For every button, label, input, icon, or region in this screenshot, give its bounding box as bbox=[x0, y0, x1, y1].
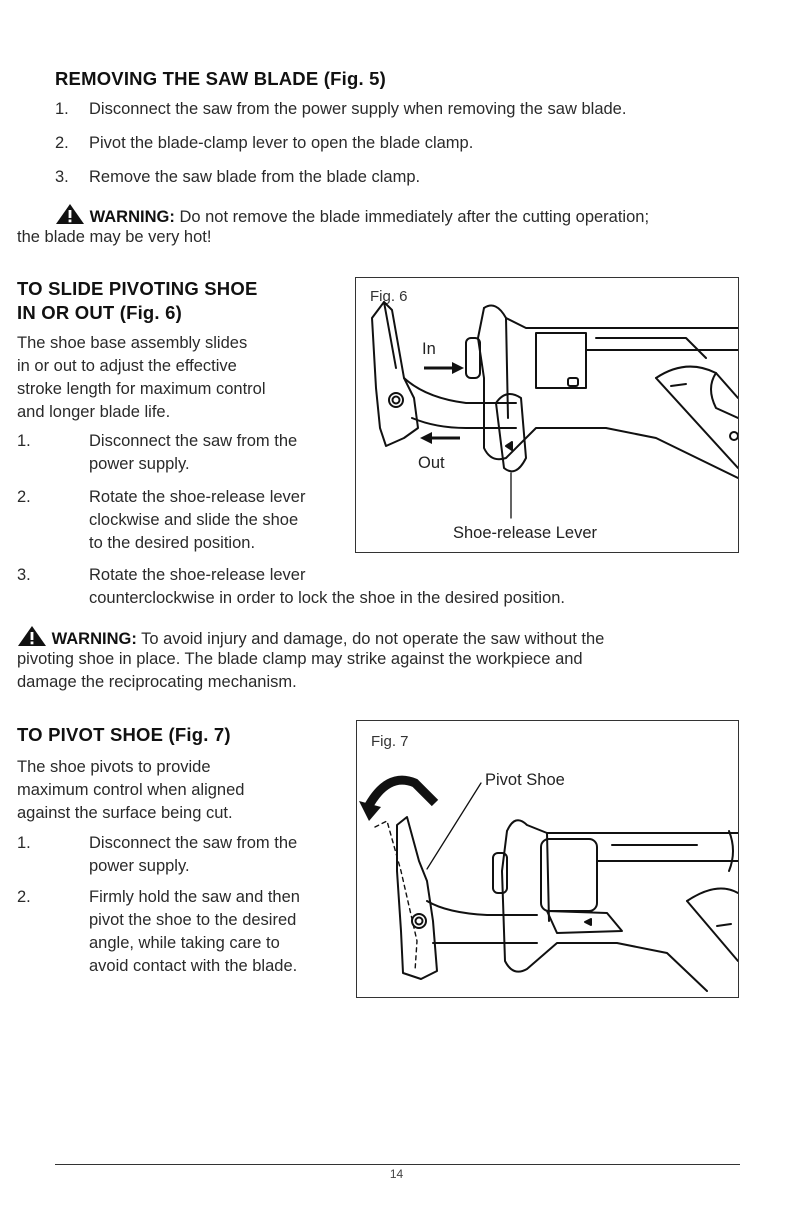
intro-paragraph bbox=[17, 332, 266, 424]
pivot-shoe-illustration bbox=[357, 721, 738, 997]
intro-line: against the surface being cut. bbox=[17, 804, 233, 822]
step-text: to the desired position. bbox=[89, 534, 256, 552]
step-text: Rotate the shoe-release lever bbox=[89, 488, 306, 506]
step-text: pivot the shoe to the desired bbox=[89, 911, 297, 929]
intro-line: The shoe pivots to provide bbox=[17, 758, 211, 776]
page-number: 14 bbox=[389, 1167, 404, 1181]
intro-line: stroke length for maximum control bbox=[17, 380, 266, 398]
list-item bbox=[17, 430, 347, 478]
pivot-shoe-label: Pivot Shoe bbox=[485, 771, 565, 789]
list-item bbox=[55, 166, 755, 189]
step-text: Remove the saw blade from the blade clamp. bbox=[89, 168, 421, 186]
step-number: 2. bbox=[17, 488, 31, 506]
figure-label: Fig. 7 bbox=[371, 733, 409, 750]
list-item bbox=[17, 886, 347, 982]
list-item bbox=[17, 832, 347, 880]
step-number: 3. bbox=[55, 168, 69, 186]
step-text: clockwise and slide the shoe bbox=[89, 511, 299, 529]
footer-rule bbox=[55, 1164, 740, 1165]
shoe-release-lever-label: Shoe-release Lever bbox=[453, 524, 598, 542]
saw-shoe-illustration bbox=[356, 278, 738, 552]
step-number: 2. bbox=[17, 888, 31, 906]
warning-text-continued: pivoting shoe in place. The blade clamp may strike against the workpiece and bbox=[17, 650, 583, 668]
list-item bbox=[55, 132, 755, 155]
warning-text-continued: the blade may be very hot! bbox=[17, 228, 212, 246]
step-number: 1. bbox=[17, 834, 31, 852]
step-text: avoid contact with the blade. bbox=[89, 957, 298, 975]
section-heading-removing-blade: REMOVING THE SAW BLADE (Fig. 5) bbox=[55, 68, 386, 89]
section-heading-pivot-shoe: TO PIVOT SHOE (Fig. 7) bbox=[17, 724, 231, 745]
warning-triangle-icon bbox=[55, 203, 85, 225]
figure-6 bbox=[355, 277, 739, 553]
in-label: In bbox=[422, 340, 436, 358]
step-text: Disconnect the saw from the power supply when removing the saw blade. bbox=[89, 100, 627, 118]
step-number: 1. bbox=[55, 100, 69, 118]
step-text: angle, while taking care to bbox=[89, 934, 280, 952]
out-label: Out bbox=[418, 454, 445, 472]
section-heading-slide-shoe-line2: IN OR OUT (Fig. 6) bbox=[17, 302, 182, 323]
step-text: Pivot the blade-clamp lever to open the blade clamp. bbox=[89, 134, 474, 152]
figure-label: Fig. 6 bbox=[370, 288, 408, 305]
intro-paragraph bbox=[17, 756, 244, 825]
list-item bbox=[55, 98, 755, 121]
step-text: power supply. bbox=[89, 857, 190, 875]
warning-label: WARNING: bbox=[89, 208, 175, 226]
intro-line: maximum control when aligned bbox=[17, 781, 245, 799]
step-number: 3. bbox=[17, 566, 31, 584]
step-number: 2. bbox=[55, 134, 69, 152]
intro-line: The shoe base assembly slides bbox=[17, 334, 248, 352]
section-heading-slide-shoe: TO SLIDE PIVOTING SHOE bbox=[17, 278, 258, 299]
step-text: Disconnect the saw from the bbox=[89, 834, 298, 852]
warning-label: WARNING: bbox=[51, 630, 137, 648]
intro-line: in or out to adjust the effective bbox=[17, 357, 237, 375]
step-number: 1. bbox=[17, 432, 31, 450]
step-text: Disconnect the saw from the bbox=[89, 432, 298, 450]
warning-triangle-icon bbox=[17, 625, 47, 647]
figure-7 bbox=[356, 720, 739, 998]
step-text: Firmly hold the saw and then bbox=[89, 888, 300, 906]
list-item bbox=[17, 564, 757, 612]
intro-line: and longer blade life. bbox=[17, 403, 171, 421]
list-item bbox=[17, 486, 347, 556]
warning-text-continued: damage the reciprocating mechanism. bbox=[17, 673, 297, 691]
step-text: power supply. bbox=[89, 455, 190, 473]
step-text: Rotate the shoe-release lever bbox=[89, 566, 306, 584]
warning-text: To avoid injury and damage, do not operate the saw without the bbox=[141, 630, 605, 648]
step-text: counterclockwise in order to lock the shoe in the desired position. bbox=[89, 589, 566, 607]
warning-text: Do not remove the blade immediately after the cutting operation; bbox=[179, 208, 650, 226]
